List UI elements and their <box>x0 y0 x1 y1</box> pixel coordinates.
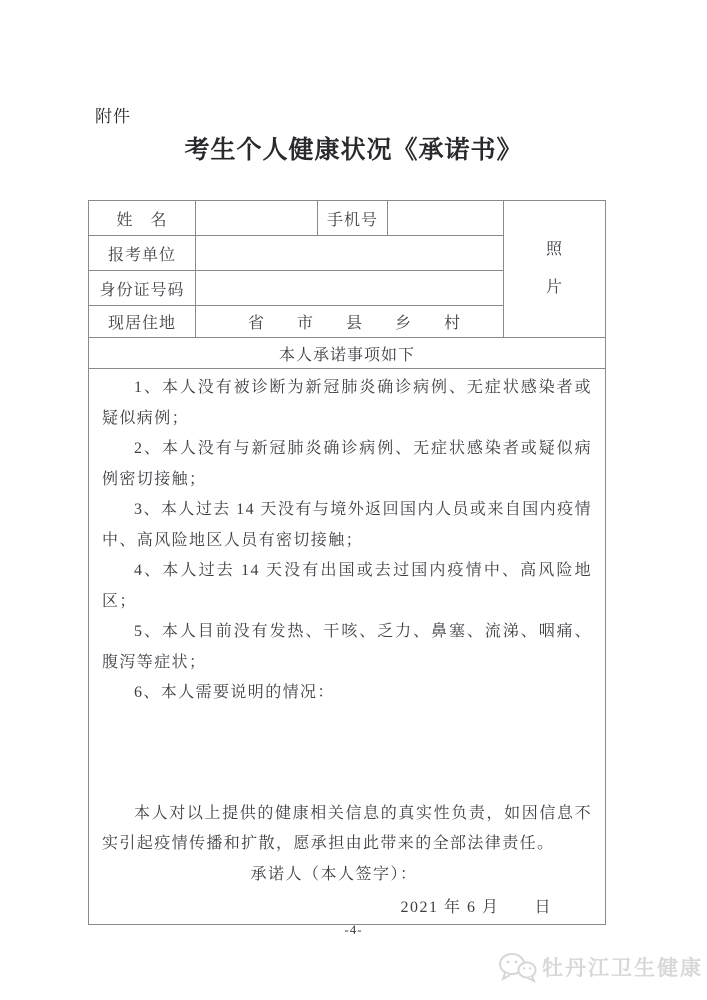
attachment-label: 附件 <box>95 107 131 126</box>
photo-cell[interactable] <box>504 201 606 338</box>
id-label: 身份证号码 <box>89 271 196 306</box>
table-row <box>89 201 606 236</box>
watermark <box>497 951 703 983</box>
residence-input-cell[interactable] <box>196 306 504 338</box>
name-input-cell[interactable] <box>196 201 318 236</box>
phone-label: 手机号 <box>318 201 388 236</box>
phone-input-cell[interactable] <box>388 201 504 236</box>
declaration-text: 本人对以上提供的健康相关信息的真实性负责，如因信息不实引起疫情传播和扩散，愿承担由此带来的全部法律责任。 <box>102 804 592 852</box>
page-title: 考生个人健康状况《承诺书》 <box>184 136 523 164</box>
residence-label: 现居住地 <box>89 306 196 338</box>
commitments-cell <box>89 369 606 925</box>
id-input-cell[interactable] <box>196 271 504 306</box>
signature-line[interactable]: 承诺人（本人签字）： <box>250 865 418 883</box>
wechat-icon <box>497 951 537 983</box>
unit-label: 报考单位 <box>89 236 196 271</box>
remarks-blank-area[interactable] <box>102 709 592 799</box>
residence-units <box>196 310 503 333</box>
residence-unit-village: 村 <box>443 315 461 332</box>
section-header: 本人承诺事项如下 <box>89 338 606 369</box>
residence-unit-city: 市 <box>296 315 314 332</box>
page-number: -4- <box>344 922 363 937</box>
residence-unit-township: 乡 <box>394 315 412 332</box>
table-row <box>89 338 606 369</box>
commitment-item-4: 4、本人过去 14 天没有出国或去过国内疫情中、高风险地区； <box>102 562 592 610</box>
commitment-item-2: 2、本人没有与新冠肺炎确诊病例、无症状感染者或疑似病例密切接触； <box>102 440 592 488</box>
watermark-text: 牡丹江卫生健康 <box>542 957 703 980</box>
photo-label: 照 片 <box>545 241 563 296</box>
date-line[interactable]: 2021 年 6 月 日 <box>400 899 552 916</box>
table-row <box>89 369 606 925</box>
name-label: 姓 名 <box>89 201 196 236</box>
residence-unit-county: 县 <box>345 315 363 332</box>
health-form-table <box>88 200 606 925</box>
commitment-item-3: 3、本人过去 14 天没有与境外返回国内人员或来自国内疫情中、高风险地区人员有密切接触； <box>102 501 592 549</box>
commitment-item-6: 6、本人需要说明的情况： <box>134 684 335 701</box>
commitment-item-5: 5、本人目前没有发热、干咳、乏力、鼻塞、流涕、咽痛、腹泻等症状； <box>102 623 592 671</box>
residence-unit-province: 省 <box>247 315 265 332</box>
unit-input-cell[interactable] <box>196 236 504 271</box>
commitment-item-1: 1、本人没有被诊断为新冠肺炎确诊病例、无症状感染者或疑似病例； <box>102 379 592 427</box>
